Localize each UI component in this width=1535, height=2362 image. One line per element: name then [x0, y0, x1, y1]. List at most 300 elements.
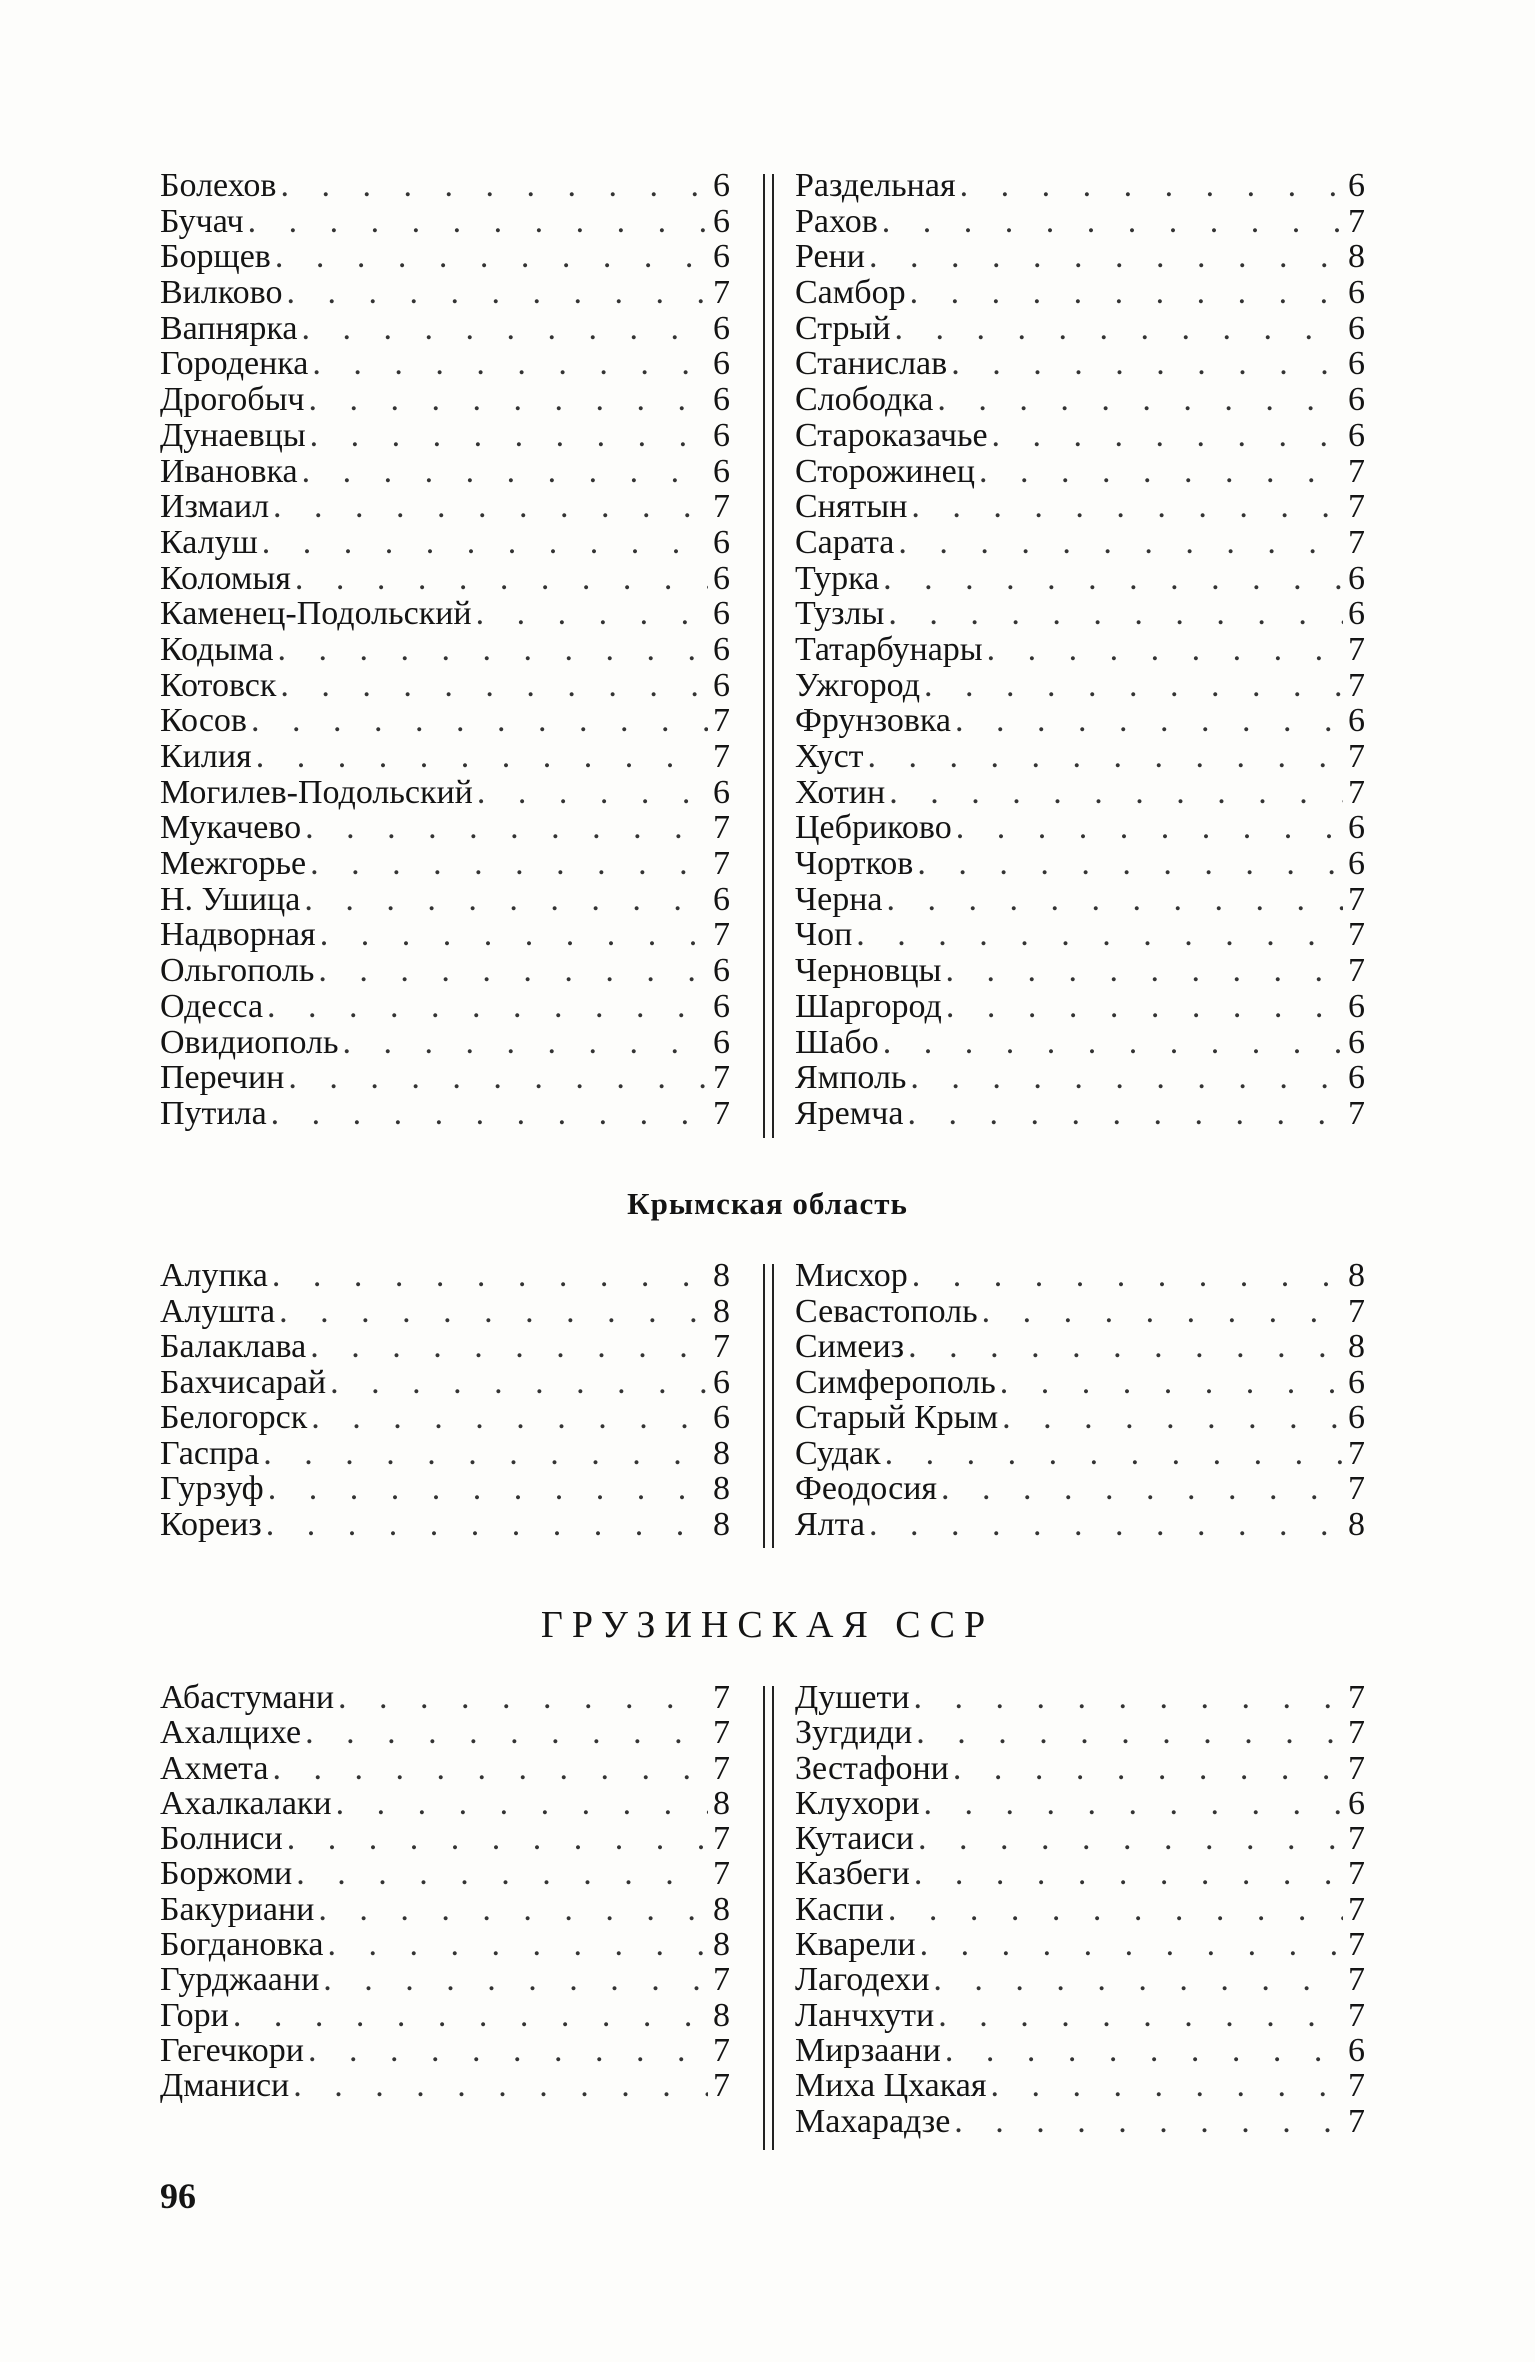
dot-leader: [912, 1258, 1343, 1294]
town-name: Кварели: [795, 1926, 916, 1964]
list-item: [160, 1365, 730, 1401]
list-item: [795, 1471, 1365, 1507]
column-divider: [763, 1686, 774, 2150]
entry-number: 6: [1348, 595, 1365, 633]
dot-leader: [937, 382, 1343, 418]
list-item: [160, 775, 730, 811]
town-name: Каменец-Подольский: [160, 595, 472, 633]
list-item: [160, 275, 730, 311]
list-item: [795, 1258, 1365, 1294]
dot-leader: [280, 668, 708, 704]
town-name: Могилев-Подольский: [160, 773, 473, 811]
crimea-region-heading: Крымская область: [627, 1186, 908, 1221]
list-item: [160, 2033, 730, 2068]
list-item: [160, 1927, 730, 1962]
entry-number: 6: [1348, 1399, 1365, 1436]
town-name: Вилково: [160, 274, 283, 312]
town-name: Н. Ушица: [160, 880, 301, 918]
list-item: [160, 632, 730, 668]
entry-number: 8: [713, 1470, 730, 1507]
right-column: [795, 1680, 1365, 2139]
list-item: [795, 1507, 1365, 1543]
town-name: Дунаевцы: [160, 416, 306, 454]
town-name: Зугдиди: [795, 1714, 913, 1752]
list-item: [160, 1471, 730, 1507]
dot-leader: [308, 2033, 708, 2068]
dot-leader: [882, 204, 1343, 240]
dot-leader: [941, 1471, 1343, 1507]
entry-number: 7: [1348, 1434, 1365, 1472]
list-item: [160, 1786, 730, 1821]
town-name: Цебриково: [795, 809, 952, 847]
town-name: Сарата: [795, 523, 895, 561]
dot-leader: [295, 561, 708, 597]
list-item: [160, 1715, 730, 1750]
list-item: [160, 739, 730, 775]
town-name: Гегечкори: [160, 2031, 304, 2069]
town-name: Феодосия: [795, 1470, 938, 1507]
list-item: [795, 1715, 1365, 1750]
entry-number: 6: [713, 381, 730, 419]
town-name: Севастополь: [795, 1292, 978, 1330]
left-column: [160, 1258, 730, 1542]
list-item: [160, 1060, 730, 1096]
entry-number: 6: [713, 1023, 730, 1061]
dot-leader: [991, 2068, 1344, 2103]
entry-number: 6: [713, 773, 730, 811]
list-item: [795, 1436, 1365, 1472]
entry-number: 8: [713, 1505, 730, 1543]
entry-number: 6: [713, 167, 730, 204]
dot-leader: [266, 1507, 708, 1543]
entry-number: 6: [713, 452, 730, 490]
entry-number: 7: [713, 1094, 730, 1132]
town-name: Бучач: [160, 202, 244, 240]
list-item: [795, 489, 1365, 525]
entry-number: 7: [1348, 1292, 1365, 1330]
dot-leader: [286, 275, 708, 311]
list-item: [795, 1751, 1365, 1786]
dot-leader: [318, 1892, 708, 1927]
entry-number: 6: [713, 523, 730, 561]
dot-leader: [916, 1715, 1343, 1750]
town-name: Килия: [160, 738, 252, 775]
dot-leader: [262, 525, 708, 561]
list-item: [160, 1400, 730, 1436]
region-list-crimea: [160, 1258, 1380, 1548]
entry-number: 6: [713, 202, 730, 240]
town-name: Бахчисарай: [160, 1363, 327, 1401]
dot-leader: [914, 1680, 1343, 1715]
dot-leader: [309, 382, 708, 418]
dot-leader: [933, 1962, 1343, 1997]
town-name: Душети: [795, 1679, 910, 1716]
dot-leader: [898, 525, 1343, 561]
dot-leader: [336, 1786, 708, 1821]
entry-number: 7: [1348, 1470, 1365, 1507]
entry-number: 6: [713, 345, 730, 383]
dot-leader: [889, 775, 1343, 811]
list-item: [795, 1365, 1365, 1401]
town-name: Рахов: [795, 202, 878, 240]
town-name: Ахалцихе: [160, 1714, 302, 1752]
entry-number: 8: [1348, 1505, 1365, 1543]
entry-number: 6: [1348, 1784, 1365, 1822]
dot-leader: [918, 1821, 1343, 1856]
dot-leader: [953, 1751, 1343, 1786]
list-item: [160, 1856, 730, 1891]
entry-number: 7: [1348, 952, 1365, 990]
dot-leader: [288, 1060, 708, 1096]
list-item: [160, 882, 730, 918]
entry-number: 7: [1348, 1094, 1365, 1132]
town-name: Самбор: [795, 274, 906, 312]
town-name: Кореиз: [160, 1505, 262, 1543]
entry-number: 6: [713, 952, 730, 990]
entry-number: 7: [713, 702, 730, 740]
town-name: Котовск: [160, 666, 277, 704]
dot-leader: [869, 239, 1343, 275]
entry-number: 7: [1348, 1961, 1365, 1999]
list-item: [160, 525, 730, 561]
town-name: Ивановка: [160, 452, 298, 490]
entry-number: 6: [1348, 559, 1365, 597]
town-name: Дманиси: [160, 2067, 290, 2105]
town-name: Болехов: [160, 167, 277, 204]
dot-leader: [310, 846, 708, 882]
entry-number: 6: [1348, 167, 1365, 204]
list-item: [795, 882, 1365, 918]
entry-number: 7: [713, 809, 730, 847]
right-column: [795, 168, 1365, 1132]
list-item: [160, 1751, 730, 1786]
entry-number: 6: [713, 416, 730, 454]
town-name: Овидиополь: [160, 1023, 339, 1061]
dot-leader: [945, 2033, 1343, 2068]
dot-leader: [869, 1507, 1343, 1543]
list-item: [795, 1786, 1365, 1821]
dot-leader: [268, 1471, 708, 1507]
town-name: Клухори: [795, 1784, 920, 1822]
entry-number: 7: [1348, 488, 1365, 526]
town-name: Миха Цхакая: [795, 2067, 987, 2105]
town-name: Симеиз: [795, 1328, 905, 1365]
entry-number: 7: [713, 738, 730, 775]
dot-leader: [310, 1329, 708, 1365]
list-item: [795, 2033, 1365, 2068]
town-name: Симферополь: [795, 1363, 996, 1401]
list-item: [160, 418, 730, 454]
town-name: Махарадзе: [795, 2102, 951, 2140]
entry-number: 6: [713, 666, 730, 704]
dot-leader: [979, 454, 1343, 490]
list-item: [795, 1821, 1365, 1856]
list-item: [795, 1294, 1365, 1330]
entry-number: 6: [713, 238, 730, 276]
dot-leader: [946, 989, 1343, 1025]
list-item: [160, 1892, 730, 1927]
column-divider: [763, 174, 774, 1138]
dot-leader: [924, 668, 1343, 704]
town-name: Казбеги: [795, 1855, 910, 1893]
entry-number: 6: [1348, 1023, 1365, 1061]
entry-number: 6: [1348, 809, 1365, 847]
town-name: Кутаиси: [795, 1820, 914, 1858]
dot-leader: [960, 168, 1343, 204]
dot-leader: [311, 1400, 708, 1436]
list-item: [160, 668, 730, 704]
town-name: Бакуриани: [160, 1890, 315, 1928]
list-item: [795, 846, 1365, 882]
dot-leader: [856, 917, 1343, 953]
dot-leader: [883, 561, 1343, 597]
list-item: [795, 2068, 1365, 2103]
town-name: Болниси: [160, 1820, 283, 1858]
town-name: Мисхор: [795, 1257, 908, 1294]
town-name: Шабо: [795, 1023, 879, 1061]
dot-leader: [888, 1892, 1343, 1927]
list-item: [795, 668, 1365, 704]
town-name: Ялта: [795, 1505, 866, 1543]
entry-number: 7: [713, 274, 730, 312]
page-number: 96: [160, 2176, 196, 2216]
dot-leader: [888, 596, 1343, 632]
town-name: Сторожинец: [795, 452, 975, 490]
dot-leader: [302, 454, 708, 490]
town-name: Мирзаани: [795, 2031, 941, 2069]
town-name: Ланчхути: [795, 1996, 935, 2034]
town-name: Фрунзовка: [795, 702, 951, 740]
town-name: Балаклава: [160, 1328, 307, 1365]
town-name: Мукачево: [160, 809, 302, 847]
georgia-ssr-heading: ГРУЗИНСКАЯ ССР: [540, 1604, 995, 1646]
entry-number: 6: [1348, 702, 1365, 740]
town-name: Лагодехи: [795, 1961, 930, 1999]
list-item: [795, 1998, 1365, 2033]
dot-leader: [956, 810, 1343, 846]
dot-leader: [296, 1856, 708, 1891]
left-column: [160, 168, 730, 1132]
list-item: [795, 1927, 1365, 1962]
dot-leader: [910, 275, 1343, 311]
dot-leader: [476, 596, 708, 632]
entry-number: 6: [1348, 345, 1365, 383]
entry-number: 6: [713, 987, 730, 1025]
region-list-georgia: [160, 1680, 1380, 2150]
list-item: [795, 1400, 1365, 1436]
town-name: Чортков: [795, 845, 914, 883]
list-item: [160, 1096, 730, 1132]
entry-number: 7: [713, 1855, 730, 1893]
town-name: Перечин: [160, 1059, 285, 1097]
dot-leader: [920, 1927, 1343, 1962]
town-name: Городенка: [160, 345, 309, 383]
entry-number: 6: [1348, 309, 1365, 347]
dot-leader: [304, 882, 708, 918]
dot-leader: [248, 204, 708, 240]
list-item: [160, 1962, 730, 1997]
list-item: [795, 1680, 1365, 1715]
dot-leader: [287, 1821, 708, 1856]
entry-number: 7: [713, 488, 730, 526]
town-name: Ужгород: [795, 666, 920, 704]
entry-number: 7: [1348, 630, 1365, 668]
town-name: Алушта: [160, 1292, 276, 1330]
dot-leader: [477, 775, 708, 811]
dot-leader: [272, 1258, 708, 1294]
dot-leader: [914, 1856, 1343, 1891]
region-list-upper: [160, 168, 1380, 1138]
town-name: Рени: [795, 238, 865, 276]
entry-number: 8: [713, 1926, 730, 1964]
right-column: [795, 1258, 1365, 1542]
entry-number: 7: [1348, 1820, 1365, 1858]
entry-number: 6: [1348, 1059, 1365, 1097]
entry-number: 7: [1348, 2102, 1365, 2140]
list-item: [160, 1507, 730, 1543]
list-item: [795, 632, 1365, 668]
entry-number: 7: [1348, 1996, 1365, 2034]
entry-number: 7: [713, 1328, 730, 1365]
town-name: Гурзуф: [160, 1470, 264, 1507]
entry-number: 7: [713, 916, 730, 954]
entry-number: 8: [1348, 1328, 1365, 1365]
dot-leader: [895, 311, 1343, 347]
dot-leader: [273, 489, 708, 525]
list-item: [160, 1436, 730, 1472]
town-name: Тузлы: [795, 595, 885, 633]
entry-number: 8: [713, 1257, 730, 1294]
dot-leader: [305, 1715, 708, 1750]
list-item: [160, 989, 730, 1025]
list-item: [795, 739, 1365, 775]
entry-number: 7: [713, 845, 730, 883]
town-name: Зестафони: [795, 1749, 949, 1787]
entry-number: 6: [713, 880, 730, 918]
list-item: [160, 917, 730, 953]
dot-leader: [267, 989, 708, 1025]
list-item: [160, 346, 730, 382]
list-item: [795, 917, 1365, 953]
entry-number: 7: [1348, 1749, 1365, 1787]
list-item: [160, 1998, 730, 2033]
list-item: [795, 1096, 1365, 1132]
entry-number: 7: [1348, 773, 1365, 811]
dot-leader: [908, 1329, 1343, 1365]
list-item: [160, 953, 730, 989]
town-name: Черновцы: [795, 952, 942, 990]
list-item: [160, 382, 730, 418]
dot-leader: [320, 917, 708, 953]
town-name: Гурджаани: [160, 1961, 320, 1999]
entry-number: 7: [1348, 666, 1365, 704]
entry-number: 7: [713, 2031, 730, 2069]
town-name: Шаргород: [795, 987, 942, 1025]
town-name: Коломыя: [160, 559, 291, 597]
town-name: Черна: [795, 880, 883, 918]
dot-leader: [868, 739, 1343, 775]
town-name: Надворная: [160, 916, 316, 954]
list-item: [160, 1294, 730, 1330]
dot-leader: [924, 1786, 1343, 1821]
list-item: [795, 810, 1365, 846]
dot-leader: [301, 311, 708, 347]
dot-leader: [910, 1060, 1343, 1096]
town-name: Богдановка: [160, 1926, 324, 1964]
entry-number: 7: [1348, 1714, 1365, 1752]
dot-leader: [330, 1365, 708, 1401]
list-item: [160, 2068, 730, 2103]
entry-number: 6: [1348, 1363, 1365, 1401]
town-name: Ахалкалаки: [160, 1784, 332, 1822]
town-name: Хотин: [795, 773, 886, 811]
list-item: [795, 1025, 1365, 1061]
town-name: Абастумани: [160, 1679, 335, 1716]
entry-number: 8: [713, 1292, 730, 1330]
list-item: [160, 1258, 730, 1294]
left-column: [160, 1680, 730, 2104]
town-name: Алупка: [160, 1257, 268, 1294]
town-name: Косов: [160, 702, 247, 740]
dot-leader: [251, 703, 708, 739]
entry-number: 6: [713, 1399, 730, 1436]
dot-leader: [955, 703, 1343, 739]
list-item: [160, 561, 730, 597]
entry-number: 7: [713, 2067, 730, 2105]
dot-leader: [256, 739, 708, 775]
entry-number: 6: [1348, 2031, 1365, 2069]
list-item: [795, 1856, 1365, 1891]
town-name: Борщев: [160, 238, 271, 276]
dot-leader: [945, 953, 1343, 989]
list-item: [795, 561, 1365, 597]
town-name: Межгорье: [160, 845, 307, 883]
dot-leader: [885, 1436, 1343, 1472]
dot-leader: [954, 2104, 1343, 2139]
dot-leader: [323, 1962, 708, 1997]
list-item: [160, 311, 730, 347]
list-item: [795, 418, 1365, 454]
dot-leader: [310, 418, 708, 454]
list-item: [160, 204, 730, 240]
entry-number: 7: [1348, 1855, 1365, 1893]
dot-leader: [275, 239, 708, 275]
list-item: [795, 382, 1365, 418]
list-item: [160, 168, 730, 204]
dot-leader: [917, 846, 1343, 882]
town-name: Белогорск: [160, 1399, 308, 1436]
list-item: [795, 989, 1365, 1025]
town-name: Одесса: [160, 987, 264, 1025]
entry-number: 6: [1348, 416, 1365, 454]
town-name: Кодыма: [160, 630, 274, 668]
town-name: Хуст: [795, 738, 864, 775]
town-name: Татарбунары: [795, 630, 983, 668]
town-name: Путила: [160, 1094, 267, 1132]
dot-leader: [343, 1025, 708, 1061]
dot-leader: [1000, 1365, 1343, 1401]
entry-number: 7: [713, 1961, 730, 1999]
town-name: Боржоми: [160, 1855, 293, 1893]
dot-leader: [273, 1751, 708, 1786]
list-item: [160, 846, 730, 882]
column-divider: [763, 1264, 774, 1548]
list-item: [160, 239, 730, 275]
list-item: [795, 1060, 1365, 1096]
town-name: Гори: [160, 1996, 229, 2034]
list-item: [795, 168, 1365, 204]
list-item: [160, 1680, 730, 1715]
